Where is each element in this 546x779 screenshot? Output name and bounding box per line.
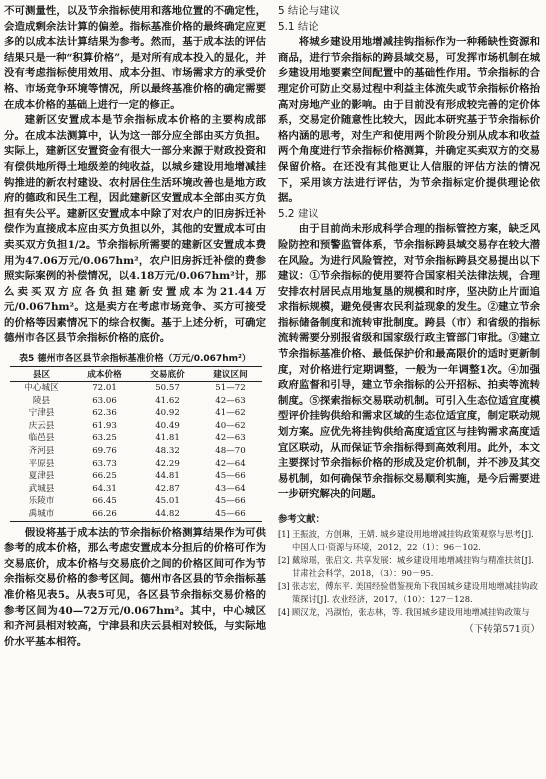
table-row	[10, 445, 262, 458]
continued-note: （下转第571页）	[464, 624, 540, 635]
table-cell: 40.92	[155, 408, 180, 419]
reference-number: [1]	[278, 529, 290, 539]
table-cell: 41—62	[215, 408, 246, 419]
reference-text: 顾汉龙，冯淑怡，张志林，等. 我国城乡建设用地增减挂钩政策与	[292, 607, 530, 617]
paragraph: 建新区安置成本是节余指标成本价格的主要构成部分。在成本法测算中，认为这一部分应全部由买方负担。实际上，建新区安置资金有很大一部分来源于财政投资和有偿供地所得土地级差的纯收益，以城乡建设用地增减挂钩推进的新农村建设、农村居住生活环境改善也是地方政府的德政和民生工程，因此建新区安置成本全部由买方负担有失公平。建新区安置成本中除了对农户的旧房拆迁补偿作为直接成本应由买方负担以外，其他的安置成本可由卖买双方负担1/2。节余指标所需要的建新区安置成本费用为47.06万元/0.067hm²，农户旧房拆迁补偿的费参照实际案例的补偿情况，以4.18万元/0.067hm²计，那么卖买双方应各负担建新安置成本为21.44万元/0.067hm²。这是卖方在考虑市场竞争、买方可接受的价格等因素情况下的综合权衡。基于上述分析，可确定德州市各区县节余指标价格的底价。	[4, 114, 266, 345]
column-header: 交易底价	[136, 367, 199, 382]
table-cell: 50.57	[155, 383, 180, 394]
right-column	[278, 4, 540, 635]
reference-item	[278, 554, 540, 580]
table-row	[10, 495, 262, 508]
reference-text: 张志宏，傅东平. 美国经验借鉴视角下我国城乡建设用地增减挂钩政策探讨[J]. 农业经济，2017，（10）：127－128.	[292, 581, 538, 604]
column-header: 建议区间	[199, 367, 262, 382]
table-row	[10, 432, 262, 445]
table-cell: 禹城市	[10, 508, 73, 521]
left-column	[4, 4, 266, 650]
table-row	[10, 420, 262, 433]
table-cell: 42—63	[215, 395, 246, 406]
table-caption: 表5 德州市各区县节余指标基准价格（万元/0.067hm²）	[19, 354, 251, 365]
table-cell: 61.93	[92, 420, 117, 431]
price-table	[10, 366, 262, 522]
table-cell: 63.25	[92, 433, 117, 444]
table-cell: 72.01	[92, 383, 117, 394]
table-cell: 40—62	[215, 420, 246, 431]
subsection-heading: 5.1 结论	[278, 20, 319, 33]
table-cell: 44.81	[155, 471, 180, 482]
reference-text: 戴琼瑶，张启文. 共享发展：城乡建设用地增减挂钩与精准扶贫[J]. 甘肃社会科学，2018，（3）：90－95.	[292, 555, 534, 578]
table-cell: 庆云县	[28, 420, 55, 431]
table-cell: 45.01	[155, 496, 180, 507]
table-cell: 44.82	[136, 508, 199, 521]
table-cell: 45—66	[215, 496, 246, 507]
column-header: 县区	[10, 367, 73, 382]
table-cell: 平原县	[28, 458, 55, 469]
reference-number: [2]	[278, 555, 290, 565]
table-row	[10, 382, 262, 395]
table-row	[10, 483, 262, 496]
table-cell: 齐河县	[28, 446, 55, 457]
table-cell: 69.76	[92, 446, 117, 457]
table-row	[10, 470, 262, 483]
table-cell: 66.25	[92, 471, 117, 482]
table-row	[10, 407, 262, 420]
table-cell: 48—70	[215, 446, 246, 457]
references	[278, 511, 540, 635]
table-cell: 42.29	[155, 458, 180, 469]
reference-item	[278, 528, 540, 554]
table-cell: 42.87	[155, 483, 180, 494]
table-cell: 45—66	[199, 508, 262, 521]
table-cell: 中心城区	[24, 383, 59, 394]
table-cell: 66.26	[73, 508, 136, 521]
table-cell: 42—64	[215, 458, 246, 469]
paragraph: 不可测量性，以及节余指标使用和落地位置的不确定性，会造成剩余法计算的偏差。指标基准价格的最终确定应更多的以成本法计算结果为参考。然而，基于成本法的评估结果只是一种“积算价格”，是对所有成本投入的显化，并没有考虑指标使用效用、成本分担、市场需求方的承受价格、市场竞争环境等情况，所以最终基准价格的确定需要在成本价格的基础上进行一定的修正。	[4, 5, 266, 111]
paragraph: 假设将基于成本法的节余指标价格测算结果作为可供参考的成本价格，那么考虑安置成本分担后的价格可作为交易底价，成本价格与交易底价之间的价格区间可作为节余指标交易价格的参考区间。德州市各区县的节余指标基准价格见表5。从表5可见，各区县节余指标交易价格的参考区间为40—72万元/0.067hm²。其中，中心城区和齐河县相对较高，宁津县和庆云县相对较低，与实际地价水平基本相符。	[4, 526, 266, 648]
reference-item	[278, 580, 540, 606]
references-title: 参考文献：	[278, 514, 325, 525]
table-cell: 临邑县	[28, 433, 55, 444]
table-cell: 43—64	[215, 483, 246, 494]
table-cell: 66.45	[92, 496, 117, 507]
table-cell: 40.49	[155, 420, 180, 431]
section-heading: 5 结论与建议	[278, 5, 340, 17]
table-row	[10, 458, 262, 471]
table-cell: 41.62	[155, 395, 180, 406]
table-cell: 63.73	[92, 458, 117, 469]
reference-number: [3]	[278, 581, 290, 591]
table-cell: 42—63	[215, 433, 246, 444]
table-row	[10, 395, 262, 408]
column-header: 成本价格	[73, 367, 136, 382]
subsection-heading: 5.2 建议	[278, 207, 319, 220]
table-header-row	[10, 367, 262, 382]
table-cell: 48.32	[155, 446, 180, 457]
table-cell: 武城县	[28, 483, 55, 494]
reference-number: [4]	[278, 607, 290, 617]
reference-item	[278, 606, 540, 619]
table-cell: 62.36	[92, 408, 117, 419]
table-cell: 夏津县	[28, 471, 55, 482]
paragraph: 由于目前尚未形成科学合理的指标管控方案，缺乏风险防控和预警监管体系，节余指标跨县域交易存在较大潜在风险。为进行风险管控，对节余指标跨县交易提出以下建议：①节余指标的使用要符合国家相关法律法规，合理安排农村居民点用地复垦的规模和时序，坚决防止片面追求指标规模，避免侵害农民利益现象的发生。②建立节余指标储备制度和流转审批制度。跨县（市）和省级的指标流转需要分别报省级和国家级行政主管部门审批。③建立节余指标基准价格、最低保护价和最高限价的适时更新制度，对价格进行定期调整，一般为一年调整1次。④加强政府监督和引导，建立节余指标的公开招标、拍卖等流转制度。⑤探索指标交易联动机制。可引入生态位适宜度模型评价挂钩供给和需求区域的生态位适宜度，制定联动规划方案。应优先将挂钩供给高度适宜区与挂钩需求高度适宜区联动，从而保证节余指标得到高效利用。此外，本文主要探讨节余指标价格的形成及定价机制，并不涉及其交易机制，如何确保节余指标交易顺利实施，是今后需要进一步研究解决的问题。	[278, 223, 540, 501]
table-cell: 乐陵市	[28, 496, 55, 507]
table-cell: 64.31	[92, 483, 117, 494]
table-cell: 51—72	[215, 383, 246, 394]
table-cell: 宁津县	[28, 408, 55, 419]
reference-text: 王振波，方创琳，王婧. 城乡建设用地增减挂钩政策观察与思考[J]. 中国人口·资源与环境，2012，22（1）：96－102.	[292, 529, 534, 552]
table-cell: 41.81	[155, 433, 180, 444]
table-cell: 63.06	[92, 395, 117, 406]
table-cell: 陵县	[32, 395, 51, 406]
table-cell: 45—66	[215, 471, 246, 482]
table-row	[10, 508, 262, 521]
paragraph: 将城乡建设用地增减挂钩指标作为一种稀缺性资源和商品，进行节余指标的跨县域交易，可发挥市场机制在城乡建设用地要素空间配置中的基础性作用。节余指标的合理定价可防止交易过程中利益主体流失或节余指标价格抬高对房地产业的影响。由于目前没有形成较完善的定价体系，交易定价随意性比较大，因此本研究基于节余指标价格内涵的思考，对生产和使用两个阶段分别从成本和收益两个角度进行节余指标价格测算，并确定买卖双方的交易保留价格。在还没有其他更让人信服的评估方法的情况下，采用该方法进行评估，为节余指标定价提供理论依据。	[278, 36, 540, 205]
